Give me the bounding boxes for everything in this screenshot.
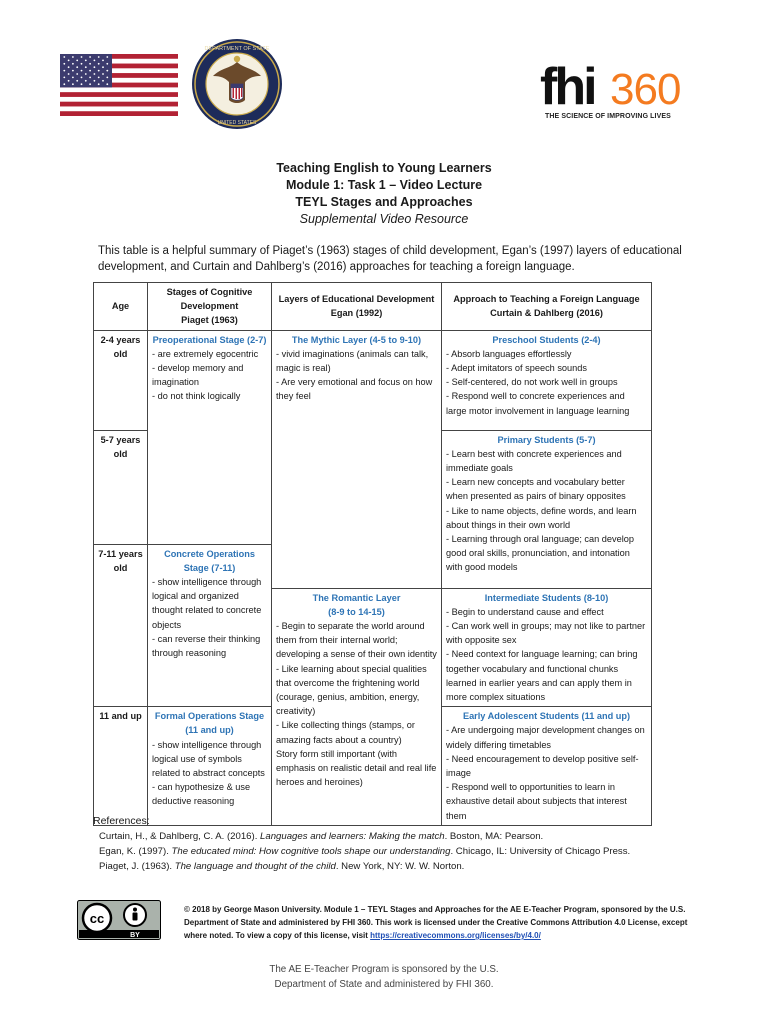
curtain-group-title: Early Adolescent Students (11 and up) bbox=[462, 711, 631, 722]
egan-layer-title: The Mythic Layer (4-5 to 9-10) bbox=[291, 334, 422, 345]
flag-star bbox=[98, 56, 100, 58]
header-piaget-title: Stages of Cognitive Development bbox=[166, 287, 253, 312]
license-notice bbox=[184, 903, 692, 942]
age-cell: 2-4 years old bbox=[94, 330, 148, 430]
references-section bbox=[93, 814, 693, 874]
reference-item bbox=[93, 844, 693, 859]
reference-author: Piaget, J. (1963). bbox=[99, 861, 175, 872]
egan-cell bbox=[272, 330, 442, 588]
piaget-cell bbox=[148, 330, 272, 544]
flag-star bbox=[68, 66, 70, 68]
curtain-item: - Are undergoing major development changes on widely differing timetables bbox=[446, 725, 645, 750]
piaget-item: - are extremely egocentric bbox=[152, 348, 259, 359]
reference-item bbox=[93, 829, 693, 844]
header-egan-source: Egan (1992) bbox=[330, 308, 383, 319]
teyl-summary-table bbox=[93, 282, 652, 826]
reference-publisher: . New York, NY: W. W. Norton. bbox=[335, 861, 465, 872]
flag-star bbox=[89, 56, 91, 58]
flag-star bbox=[63, 63, 65, 65]
footer-line: The AE E-Teacher Program is sponsored by the U.S. bbox=[269, 964, 499, 975]
piaget-item: - do not think logically bbox=[152, 391, 241, 402]
flag-star bbox=[81, 77, 83, 79]
reference-title: The language and thought of the child bbox=[174, 861, 336, 872]
flag-star bbox=[72, 70, 74, 72]
svg-text:BY: BY bbox=[130, 932, 140, 939]
age-cell: 7-11 years old bbox=[94, 544, 148, 707]
egan-layer-title: The Romantic Layer bbox=[312, 592, 401, 603]
reference-item bbox=[93, 859, 693, 874]
license-link[interactable]: https://creativecommons.org/licenses/by/4.0/ bbox=[370, 931, 541, 940]
footer-line: Department of State and administered by FHI 360. bbox=[274, 979, 494, 990]
document-title-block bbox=[0, 160, 768, 228]
curtain-group-title: Preschool Students (2-4) bbox=[492, 334, 601, 345]
curtain-cell bbox=[442, 330, 652, 430]
svg-text:fhi: fhi bbox=[540, 58, 595, 116]
flag-star bbox=[102, 60, 104, 62]
flag-star bbox=[85, 60, 87, 62]
reference-author: Curtain, H., & Dahlberg, C. A. (2016). bbox=[99, 831, 261, 842]
department-of-state-seal-logo bbox=[191, 38, 283, 130]
flag-star bbox=[106, 77, 108, 79]
curtain-item: - Self-centered, do not work well in groups bbox=[446, 377, 618, 388]
flag-star bbox=[81, 63, 83, 65]
curtain-item: - Need encouragement to develop positive self-image bbox=[446, 753, 639, 779]
piaget-item: - show intelligence through logical and organized thought related to concrete objects bbox=[152, 577, 262, 630]
egan-item: - Like learning about special qualities that overcome the frightening world (courage, genius, ambition, energy, creativity) bbox=[276, 663, 427, 717]
flag-star bbox=[68, 73, 70, 75]
egan-item: Story form still important (with emphasis on realistic detail and real life heroes and heroines) bbox=[276, 748, 437, 788]
flag-star bbox=[106, 83, 108, 85]
flag-star bbox=[72, 63, 74, 65]
license-text: © 2018 by George Mason University. Module 1 – TEYL Stages and Approaches for the AE E-Teacher Program, sponsored by the U.S. Department of State and administered by FHI 360. This work is licensed under the Creative Commons Attribution 4.0 License, except where noted. To view a copy of this license, visit bbox=[184, 905, 688, 940]
curtain-item: - Learn best with concrete experiences and immediate goals bbox=[446, 448, 622, 474]
course-title: Teaching English to Young Learners bbox=[276, 161, 492, 175]
flag-star bbox=[81, 70, 83, 72]
flag-star bbox=[102, 73, 104, 75]
age-cell: 11 and up bbox=[94, 707, 148, 826]
flag-star bbox=[106, 70, 108, 72]
curtain-item: - Adept imitators of speech sounds bbox=[446, 363, 587, 374]
reference-title: Languages and learners: Making the match bbox=[260, 831, 445, 842]
flag-star bbox=[89, 63, 91, 65]
flag-star bbox=[85, 66, 87, 68]
egan-item: - Are very emotional and focus on how they feel bbox=[276, 377, 433, 402]
flag-star bbox=[98, 63, 100, 65]
flag-star bbox=[81, 56, 83, 58]
flag-star bbox=[72, 77, 74, 79]
svg-text:DEPARTMENT OF STATE: DEPARTMENT OF STATE bbox=[204, 46, 270, 52]
egan-item: - Like collecting things (stamps, or amazing facts about a country) bbox=[276, 720, 415, 745]
header-curtain-title: Approach to Teaching a Foreign Language bbox=[453, 294, 640, 305]
svg-text:UNITED STATES: UNITED STATES bbox=[217, 120, 257, 126]
page-footer bbox=[0, 962, 768, 992]
reference-publisher: . Boston, MA: Pearson. bbox=[444, 831, 544, 842]
header-egan-title: Layers of Educational Development bbox=[278, 294, 435, 305]
header-egan bbox=[272, 283, 442, 331]
flag-star bbox=[106, 56, 108, 58]
curtain-item: - Absorb languages effortlessly bbox=[446, 348, 572, 359]
flag-star bbox=[106, 63, 108, 65]
header-curtain bbox=[442, 283, 652, 331]
flag-star bbox=[72, 83, 74, 85]
svg-text:360: 360 bbox=[610, 65, 681, 114]
flag-star bbox=[98, 83, 100, 85]
piaget-item: - show intelligence through logical use of symbols related to abstract concepts bbox=[152, 739, 265, 779]
flag-star bbox=[94, 80, 96, 82]
piaget-item: - develop memory and imagination bbox=[152, 363, 244, 388]
table-header-row bbox=[94, 283, 652, 331]
header-piaget bbox=[148, 283, 272, 331]
flag-star bbox=[102, 80, 104, 82]
flag-star bbox=[76, 60, 78, 62]
flag-star bbox=[63, 77, 65, 79]
flag-star bbox=[81, 83, 83, 85]
curtain-item: - Learn new concepts and vocabulary better when presented as pairs of binary opposites bbox=[446, 477, 626, 502]
flag-star bbox=[85, 73, 87, 75]
curtain-group-title: Intermediate Students (8-10) bbox=[484, 592, 609, 603]
flag-star bbox=[102, 66, 104, 68]
egan-item: - vivid imaginations (animals can talk, magic is real) bbox=[276, 348, 429, 374]
header-piaget-source: Piaget (1963) bbox=[181, 315, 238, 326]
svg-text:cc: cc bbox=[89, 911, 105, 926]
flag-star bbox=[94, 60, 96, 62]
curtain-group-title: Primary Students (5-7) bbox=[497, 434, 596, 445]
egan-layer-range: (8-9 to 14-15) bbox=[328, 606, 385, 617]
module-title: Module 1: Task 1 – Video Lecture bbox=[285, 178, 483, 192]
table-row bbox=[94, 330, 652, 430]
curtain-cell bbox=[442, 430, 652, 588]
creative-commons-by-badge-icon bbox=[77, 900, 161, 940]
flag-star bbox=[98, 70, 100, 72]
flag-star bbox=[76, 80, 78, 82]
curtain-item: - Like to name objects, define words, and learn about things in their own world bbox=[446, 505, 637, 530]
egan-cell bbox=[272, 588, 442, 825]
age-cell: 5-7 years old bbox=[94, 430, 148, 544]
fhi360-logo bbox=[540, 52, 690, 122]
piaget-item: - can hypothesize & use deductive reasoning bbox=[152, 782, 251, 807]
topic-title: TEYL Stages and Approaches bbox=[295, 195, 473, 209]
flag-star bbox=[89, 70, 91, 72]
piaget-stage-title: Concrete Operations Stage (7-11) bbox=[164, 548, 255, 573]
flag-star bbox=[68, 80, 70, 82]
references-heading: References: bbox=[93, 815, 150, 827]
curtain-item: - Begin to understand cause and effect bbox=[446, 606, 604, 617]
piaget-stage-title: Formal Operations Stage (11 and up) bbox=[154, 711, 265, 736]
curtain-item: - Need context for language learning; can bring together vocabulary and functional chunks learned in earlier years and can apply them in more complex situations bbox=[446, 649, 638, 703]
flag-star bbox=[63, 56, 65, 58]
piaget-cell bbox=[148, 707, 272, 826]
curtain-item: - Learning through oral language; can develop good oral skills, pronunciation, and intonation with good models bbox=[446, 534, 634, 573]
piaget-cell bbox=[148, 544, 272, 707]
curtain-cell bbox=[442, 588, 652, 707]
flag-star bbox=[76, 66, 78, 68]
resource-subtitle: Supplemental Video Resource bbox=[299, 212, 469, 226]
reference-publisher: . Chicago, IL: University of Chicago Press. bbox=[450, 846, 631, 857]
intro-paragraph: This table is a helpful summary of Piaget’s (1963) stages of child development, Egan’s (1997) layers of educational development, and Curtain and Dahlberg’s (2016) approaches for teaching a foreign language. bbox=[98, 245, 682, 273]
curtain-cell bbox=[442, 707, 652, 826]
piaget-stage-title: Preoperational Stage (2-7) bbox=[152, 334, 267, 345]
flag-star bbox=[76, 73, 78, 75]
header-curtain-source: Curtain & Dahlberg (2016) bbox=[490, 308, 603, 319]
egan-item: - Begin to separate the world around them from their internal world; developing a sense of their own identity bbox=[276, 621, 437, 660]
fhi-tagline: THE SCIENCE OF IMPROVING LIVES bbox=[545, 113, 671, 120]
flag-star bbox=[63, 70, 65, 72]
curtain-item: - Respond well to concrete experiences and large motor involvement in language learning bbox=[446, 391, 630, 416]
curtain-item: - Respond well to opportunities to learn in exhaustive detail about subjects that interest them bbox=[446, 782, 627, 821]
flag-star bbox=[89, 77, 91, 79]
reference-title: The educated mind: How cognitive tools shape our understanding bbox=[171, 846, 451, 857]
flag-star bbox=[72, 56, 74, 58]
flag-star bbox=[94, 66, 96, 68]
flag-star bbox=[85, 80, 87, 82]
flag-star bbox=[94, 73, 96, 75]
reference-author: Egan, K. (1997). bbox=[99, 846, 172, 857]
curtain-item: - Can work well in groups; may not like to partner with opposite sex bbox=[446, 621, 646, 646]
flag-star bbox=[68, 60, 70, 62]
header-age: Age bbox=[94, 283, 148, 331]
flag-star bbox=[98, 77, 100, 79]
piaget-item: - can reverse their thinking through reasoning bbox=[152, 633, 261, 659]
flag-star bbox=[89, 83, 91, 85]
us-flag-logo bbox=[60, 54, 178, 116]
flag-star bbox=[63, 83, 65, 85]
